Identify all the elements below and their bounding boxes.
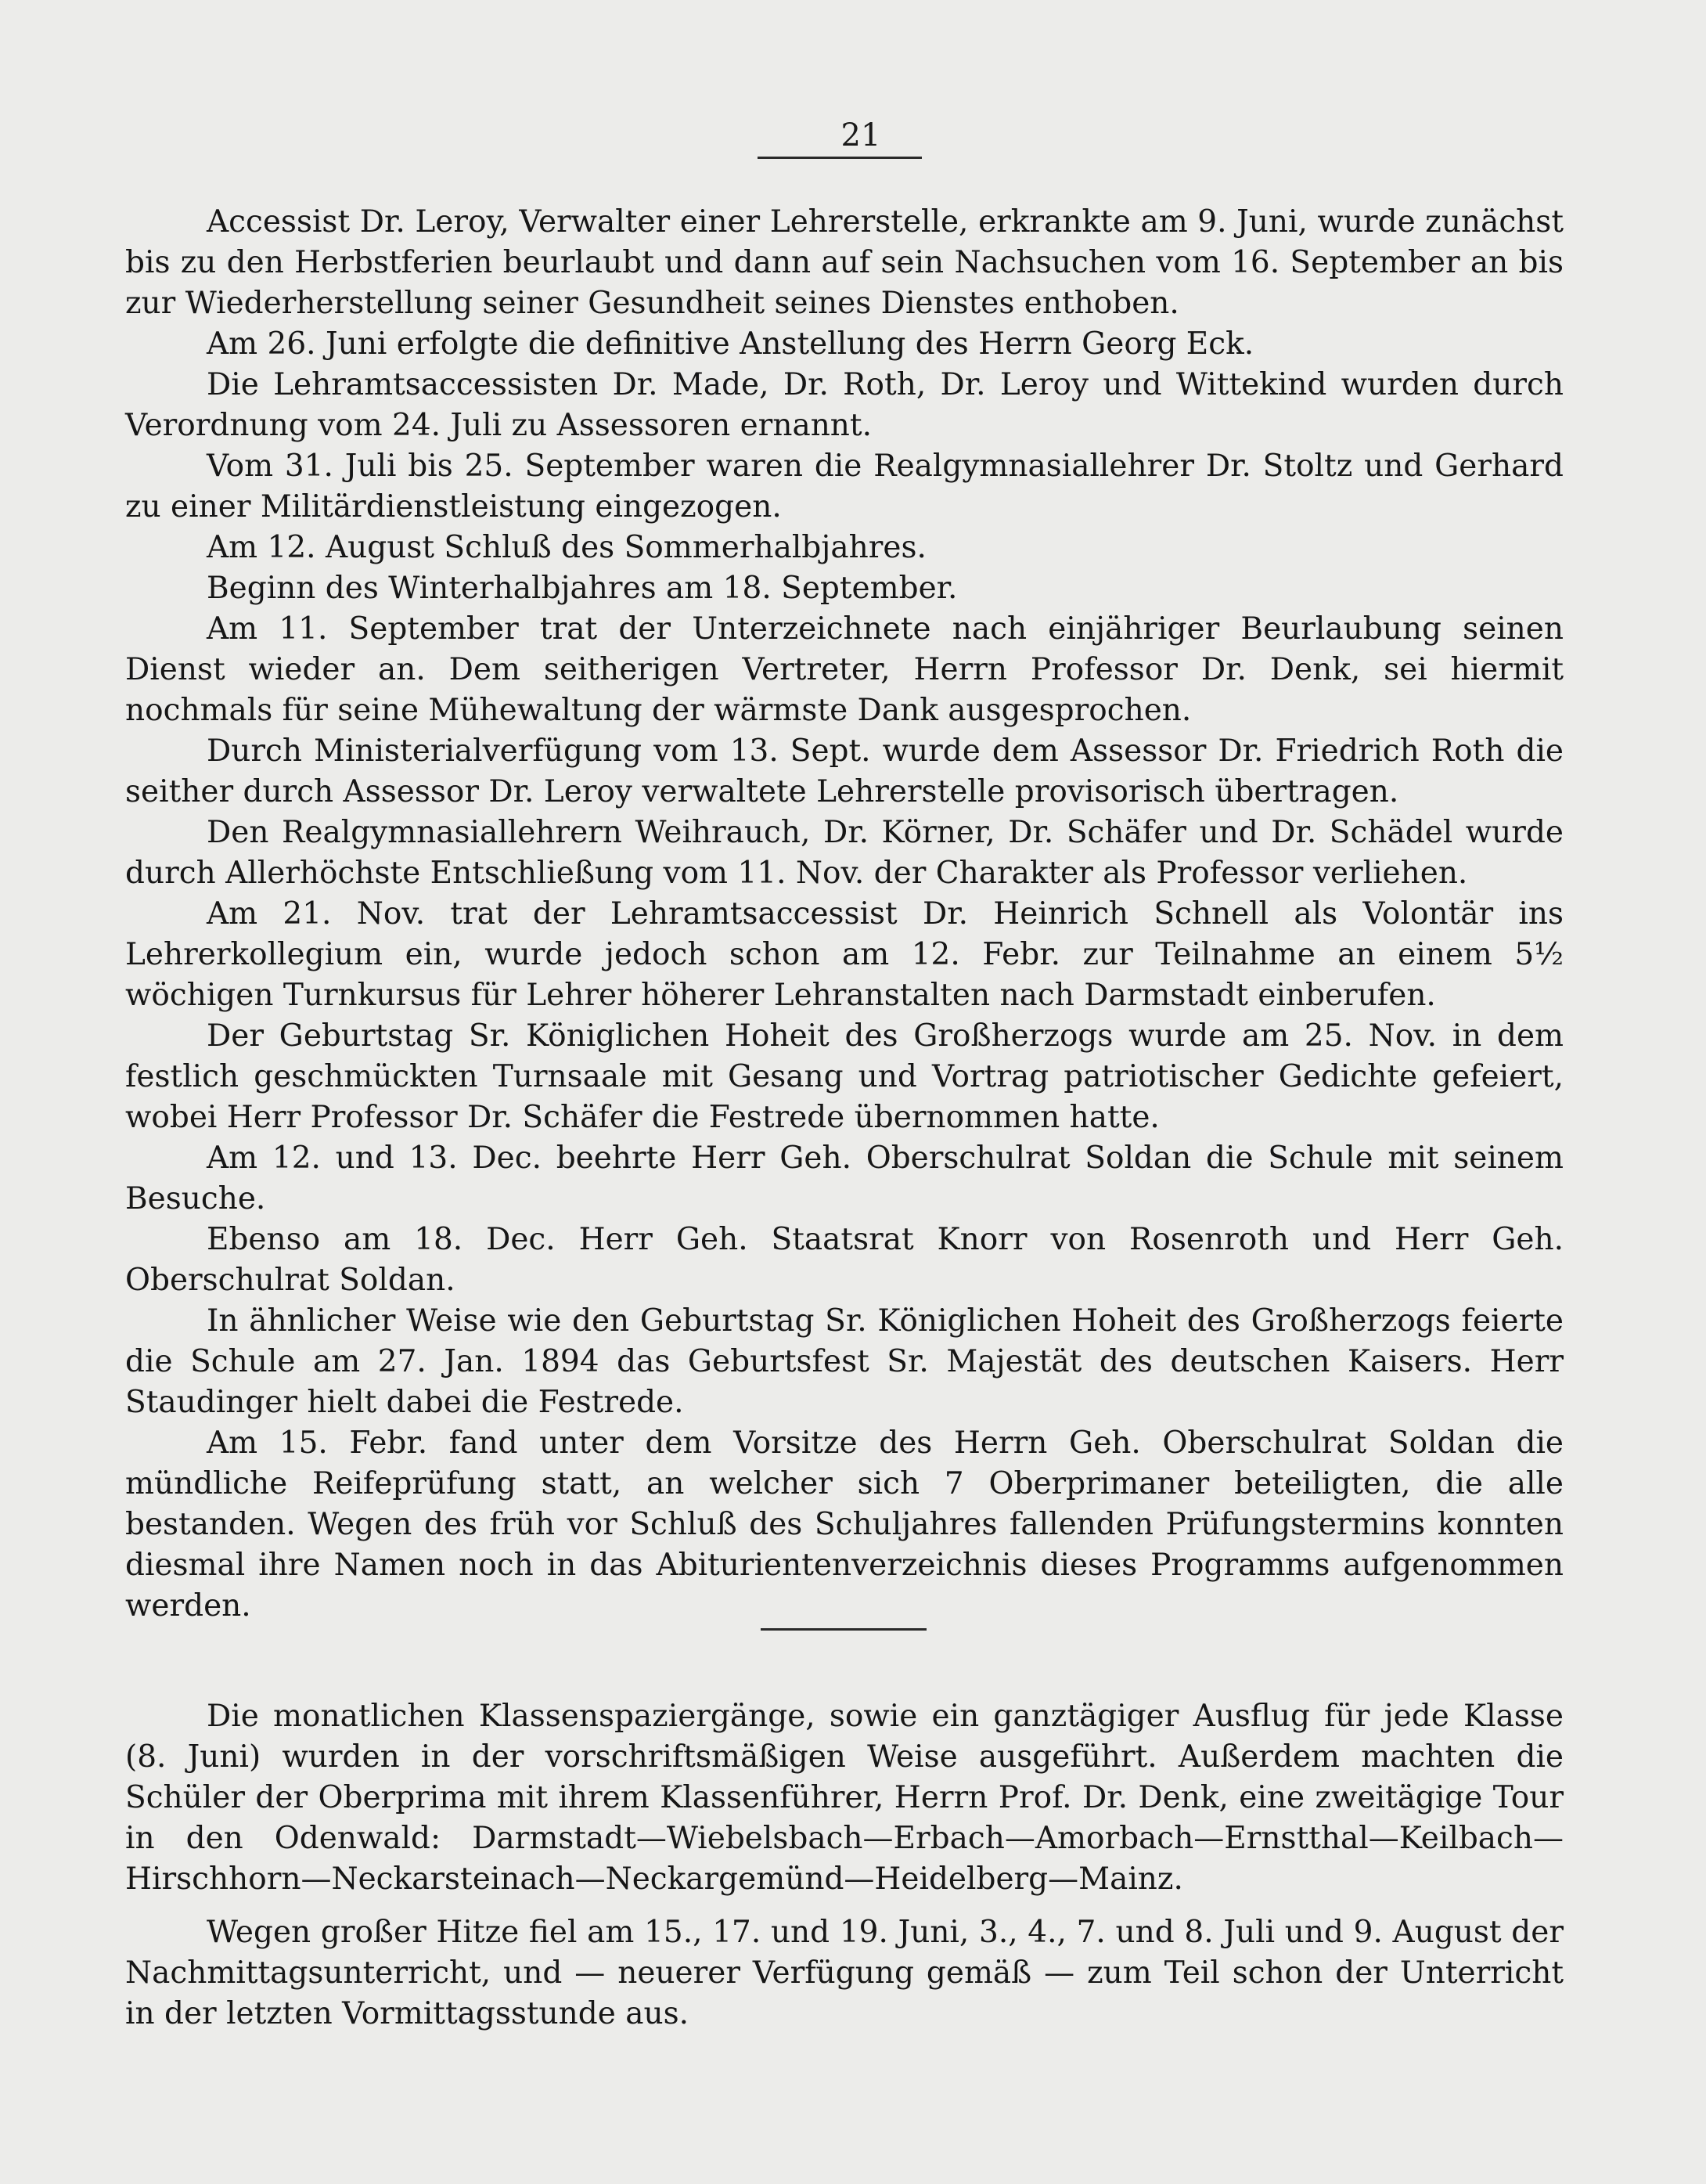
section-rule [761,1628,927,1631]
paragraph-winter-term-start: Beginn des Winterhalbjahres am 18. September. [207,571,958,606]
paragraph-class-excursions: Die monatlichen Klassenspaziergänge, sowie ein ganztägiger Ausflug für jede Klasse (8. Juni) wurden in der vorschriftsmäßigen Weise ausgeführt. Außerdem machten die Schüler der Oberprima mit ihrem Klassenführer, Herrn Prof. Dr. Denk, eine zweitägige Tour in den Odenwald: Darmstadt—Wiebelsbach—Erbach—Amorbach—Ernstthal—Keilbach—Hirschhorn—Neckarsteinach—Neckargemünd—Heidelberg—Mainz. [125,1699,1564,1897]
header-rule [758,157,922,159]
paragraph-roth-post: Durch Ministerialverfügung vom 13. Sept. wurde dem Assessor Dr. Friedrich Roth die seither durch Assessor Dr. Leroy verwaltete Lehrerstelle provisorisch übertragen. [125,733,1564,809]
paragraph-summer-term-end: Am 12. August Schluß des Sommerhalbjahres. [207,530,927,565]
page-number: 21 [840,117,881,153]
main-text-block [125,202,1564,1627]
paragraph-assessors-appointed: Die Lehramtsaccessisten Dr. Made, Dr. Roth, Dr. Leroy und Wittekind wurden durch Verordnung vom 24. Juli zu Assessoren ernannt. [125,367,1564,443]
paragraph-heat-holidays: Wegen großer Hitze fiel am 15., 17. und 19. Juni, 3., 4., 7. und 8. Juli und 9. August der Nachmittagsunterricht, und — neuerer Verfügung gemäß — zum Teil schon der Unterricht in der letzten Vormittagsstunde aus. [125,1915,1564,2031]
paragraph-military-service: Vom 31. Juli bis 25. September waren die Realgymnasiallehrer Dr. Stoltz und Gerhard zu einer Militärdienstleistung eingezogen. [125,449,1564,524]
paragraph-final-exam: Am 15. Febr. fand unter dem Vorsitze des Herrn Geh. Oberschulrat Soldan die mündliche Reifeprüfung statt, an welcher sich 7 Oberprimaner beteiligten, die alle bestanden. Wegen des früh vor Schluß des Schuljahres fallenden Prüfungstermins konnten diesmal ihre Namen noch in das Abiturientenverzeichnis dieses Programms aufgenommen werden. [125,1425,1564,1624]
paragraph-grand-duke-birthday: Der Geburtstag Sr. Königlichen Hoheit des Großherzogs wurde am 25. Nov. in dem festlich geschmückten Turnsaale mit Gesang und Vortrag patriotischer Gedichte gefeiert, wobei Herr Professor Dr. Schäfer die Festrede übernommen hatte. [125,1018,1564,1135]
paragraph-leroy-illness: Accessist Dr. Leroy, Verwalter einer Lehrerstelle, erkrankte am 9. Juni, wurde zunächst bis zu den Herbstferien beurlaubt und dann auf sein Nachsuchen vom 16. September an bis zur Wiederherstellung seiner Gesundheit seines Dienstes enthoben. [125,204,1564,321]
lower-text-block [125,1696,1564,2034]
paragraph-soldan-visit: Am 12. und 13. Dec. beehrte Herr Geh. Oberschulrat Soldan die Schule mit seinem Besuche. [125,1141,1564,1216]
paragraph-knorr-visit: Ebenso am 18. Dec. Herr Geh. Staatsrat Knorr von Rosenroth und Herr Geh. Oberschulrat Soldan. [125,1222,1564,1298]
paragraph-emperor-birthday: In ähnlicher Weise wie den Geburtstag Sr. Königlichen Hoheit des Großherzogs feierte die Schule am 27. Jan. 1894 das Geburtsfest Sr. Majestät des deutschen Kaisers. Herr Staudinger hielt dabei die Festrede. [125,1303,1564,1420]
paragraph-eck-appointment: Am 26. Juni erfolgte die definitive Anstellung des Herrn Georg Eck. [207,326,1254,362]
paragraph-director-return: Am 11. September trat der Unterzeichnete nach einjähriger Beurlaubung seinen Dienst wieder an. Dem seitherigen Vertreter, Herrn Professor Dr. Denk, sei hiermit nochmals für seine Mühewaltung der wärmste Dank ausgesprochen. [125,611,1564,728]
paragraph-professor-title: Den Realgymnasiallehrern Weihrauch, Dr. Körner, Dr. Schäfer und Dr. Schädel wurde durch Allerhöchste Entschließung vom 11. Nov. der Charakter als Professor verliehen. [125,815,1564,891]
paragraph-schnell-volunteer: Am 21. Nov. trat der Lehramtsaccessist Dr. Heinrich Schnell als Volontär ins Lehrerkollegium ein, wurde jedoch schon am 12. Febr. zur Teilnahme an einem 5½ wöchigen Turnkursus für Lehrer höherer Lehranstalten nach Darmstadt einberufen. [125,896,1564,1013]
